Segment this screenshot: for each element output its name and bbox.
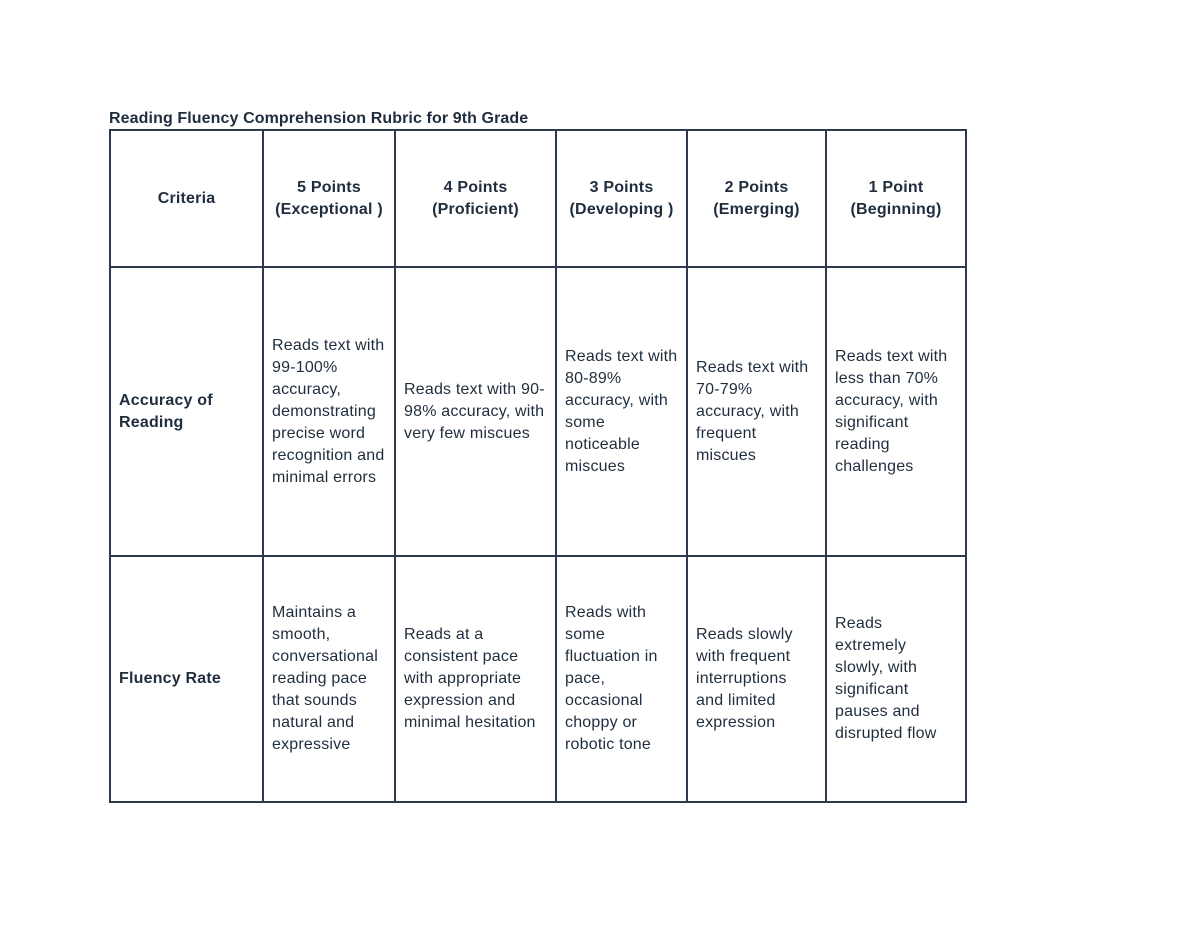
header-5-points: 5 Points (Exceptional ) [263, 130, 395, 267]
table-cell: Reads text with 90-98% accuracy, with very few miscues [395, 267, 556, 556]
table-cell: Reads text with 70-79% accuracy, with frequent miscues [687, 267, 826, 556]
table-cell: Reads text with less than 70% accuracy, with significant reading challenges [826, 267, 966, 556]
table-cell: Reads text with 99-100% accuracy, demonstrating precise word recognition and minimal errors [263, 267, 395, 556]
table-cell: Reads text with 80-89% accuracy, with some noticeable miscues [556, 267, 687, 556]
table-row [110, 556, 966, 802]
header-2-points: 2 Points (Emerging) [687, 130, 826, 267]
header-1-point: 1 Point (Beginning) [826, 130, 966, 267]
criterion-label: Fluency Rate [110, 556, 263, 802]
table-cell: Reads with some fluctuation in pace, occasional choppy or robotic tone [556, 556, 687, 802]
criterion-label: Accuracy of Reading [110, 267, 263, 556]
header-criteria: Criteria [110, 130, 263, 267]
table-cell: Reads at a consistent pace with appropriate expression and minimal hesitation [395, 556, 556, 802]
table-cell: Reads extremely slowly, with significant pauses and disrupted flow [826, 556, 966, 802]
header-4-points: 4 Points (Proficient) [395, 130, 556, 267]
table-cell: Maintains a smooth, conversational reading pace that sounds natural and expressive [263, 556, 395, 802]
table-cell: Reads slowly with frequent interruptions and limited expression [687, 556, 826, 802]
rubric-table [109, 129, 967, 803]
header-3-points: 3 Points (Developing ) [556, 130, 687, 267]
table-row [110, 267, 966, 556]
header-row [110, 130, 966, 267]
page-title: Reading Fluency Comprehension Rubric for 9th Grade [109, 110, 529, 127]
